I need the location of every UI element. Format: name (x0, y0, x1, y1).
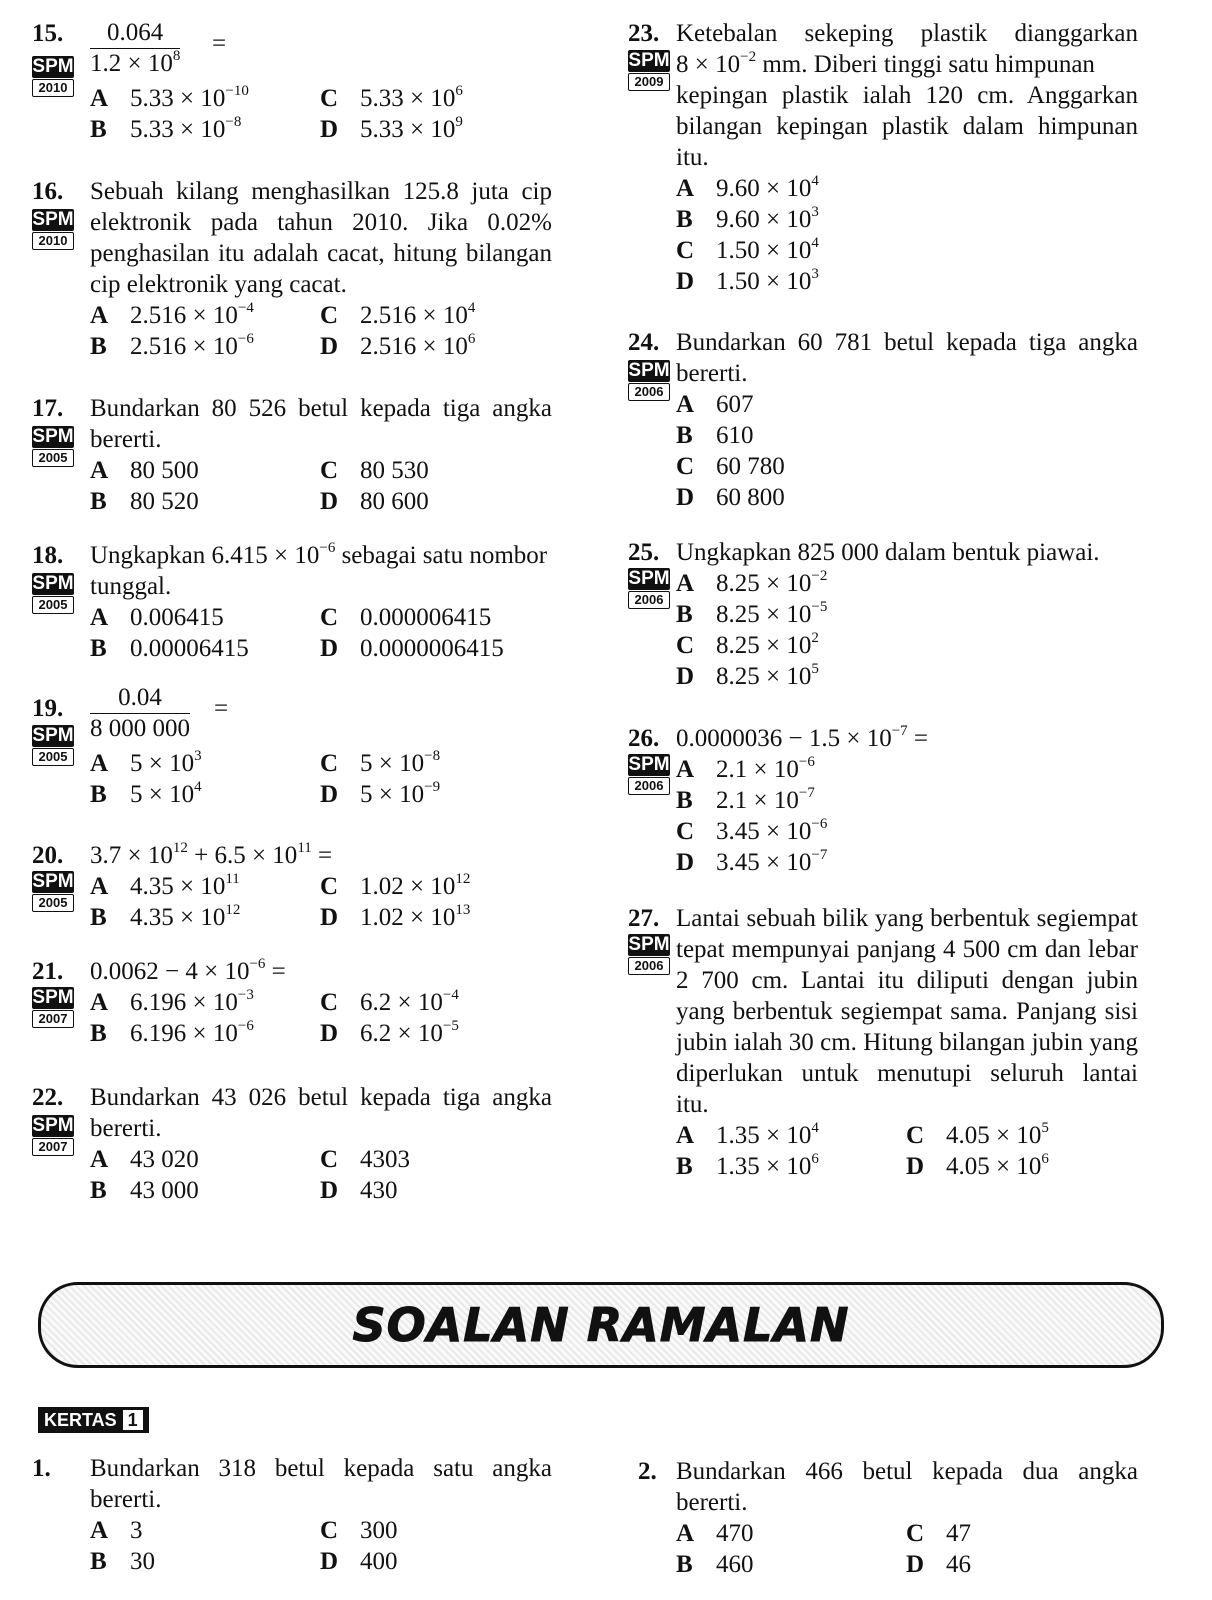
fraction: $\frac{0.064}{1.2 \times 10^8}$ (90, 19, 181, 77)
question-text: Bundarkan 466 betul kepada dua angka (676, 1458, 1138, 1485)
option-c[interactable]: C $8.25 \times 10^2$ (676, 629, 819, 659)
question-number: 19. (32, 695, 64, 722)
option-a[interactable]: A 0.006415 (90, 604, 224, 631)
option-b[interactable]: B 30 (90, 1548, 155, 1575)
option-d[interactable]: D $1.50 \times 10^3$ (676, 265, 819, 295)
question-22: 22. SPM 2007 Bundarkan 43 026 betul kepada tiga angka bererti. A 43 020 B 43 000 C 4303 D 430 (32, 1084, 552, 1204)
option-a[interactable]: A $4.35 \times 10^{11}$ (90, 870, 240, 900)
question-text: Sebuah kilang menghasilkan 125.8 juta cip (90, 178, 552, 205)
section-banner (38, 1282, 1164, 1368)
option-b[interactable]: B 460 (676, 1551, 754, 1578)
option-d[interactable]: D $5 \times 10^{-9}$ (320, 778, 441, 808)
spm-badge: SPM 2005 (32, 871, 74, 910)
practice-question-2: 2. Bundarkan 466 betul kepada dua angka bererti. A 470 B 460 C 47 D 46 (638, 1458, 1138, 1578)
spm-badge: SPM 2005 (32, 725, 74, 764)
spm-badge: SPM 2006 (628, 934, 670, 973)
question-number: 25. (628, 539, 660, 566)
option-c[interactable]: C $1.02 \times 10^{12}$ (320, 870, 471, 900)
option-b[interactable]: B $8.25 \times 10^{-5}$ (676, 598, 828, 628)
question-23: 23. SPM 2009 Ketebalan sekeping plastik dianggarkan $8 \times 10^{-2}$ mm. Diberi tinggi satu himpunan kepingan plastik ialah 120 cm. Anggarkan bilangan kepingan plastik dalam himpunan itu. A $9.60 \times 10^4$ B $9.60 \times 10^3$ C $1.50 \times 10^4$ D $1.50 \times 10^3$ (628, 20, 1138, 295)
option-c[interactable]: C 60 780 (676, 453, 785, 480)
option-a[interactable]: A 43 020 (90, 1146, 199, 1173)
option-a[interactable]: A 80 500 (90, 457, 199, 484)
option-a[interactable]: A $5.33 \times 10^{-10}$ (90, 82, 249, 112)
option-d[interactable]: D 0.0000006415 (320, 635, 504, 662)
option-c[interactable]: C 47 (906, 1520, 971, 1547)
question-15: 15. SPM 2010 $\frac{0.064}{1.2 \times 10^8}$ = A $5.33 \times 10^{-10}$ B $5.33 \times 10^{-8}$ C $5.33 \times 10^6$ D $5.33 \times 10^9$ (32, 19, 463, 143)
option-a[interactable]: A $6.196 \times 10^{-3}$ (90, 986, 254, 1016)
spm-badge: SPM 2009 (628, 50, 670, 89)
spm-badge: SPM 2010 (32, 56, 74, 95)
question-text: Bundarkan 43 026 betul kepada tiga angka (90, 1084, 552, 1111)
question-number: 27. (628, 905, 660, 932)
option-c[interactable]: C $2.516 \times 10^4$ (320, 299, 476, 329)
option-c[interactable]: C 0.000006415 (320, 604, 492, 631)
question-text: $3.7 \times 10^{12} + 6.5 \times 10^{11}$ = (90, 839, 333, 869)
option-b[interactable]: B 0.00006415 (90, 635, 249, 662)
option-b[interactable]: B 80 520 (90, 488, 199, 515)
option-b[interactable]: B $1.35 \times 10^6$ (676, 1150, 819, 1180)
question-26 (628, 723, 1168, 883)
question-number: 17. (32, 395, 64, 422)
question-text: $0.0000036 - 1.5 \times 10^{-7}$ = (676, 722, 929, 752)
option-c[interactable]: C $4.05 \times 10^5$ (906, 1119, 1049, 1149)
question-18: 18. SPM 2005 Ungkapkan $6.415 \times 10^{-6}$ sebagai satu nombor tunggal. A 0.006415 B 0.00006415 C 0.000006415 D 0.0000006415 (32, 539, 548, 662)
banner-title: SOALAN RAMALAN (352, 1298, 850, 1352)
practice-question-1: 1. Bundarkan 318 betul kepada satu angka bererti. A 3 B 30 C 300 D 400 (32, 1455, 552, 1575)
question-25 (628, 537, 1168, 697)
option-c[interactable]: C 80 530 (320, 457, 429, 484)
option-d[interactable]: D 60 800 (676, 484, 785, 511)
option-d[interactable]: D 430 (320, 1177, 398, 1204)
question-text: Bundarkan 318 betul kepada satu angka (90, 1455, 552, 1482)
question-number: 21. (32, 958, 64, 985)
option-d[interactable]: D $3.45 \times 10^{-7}$ (676, 846, 828, 876)
option-b[interactable]: B 610 (676, 422, 754, 449)
spm-badge: SPM 2005 (32, 573, 74, 612)
spm-badge: SPM 2006 (628, 568, 670, 607)
option-a[interactable]: A $2.516 \times 10^{-4}$ (90, 299, 254, 329)
option-a[interactable]: A 607 (676, 391, 754, 418)
question-text: Bundarkan 80 526 betul kepada tiga angka (90, 395, 552, 422)
option-d[interactable]: D 80 600 (320, 488, 429, 515)
option-b[interactable]: B $9.60 \times 10^3$ (676, 203, 819, 233)
option-c[interactable]: C $5.33 \times 10^6$ (320, 82, 463, 112)
question-number: 23. (628, 20, 660, 47)
question-text: Ungkapkan $6.415 \times 10^{-6}$ sebagai satu nombor (90, 539, 548, 569)
question-text: Lantai sebuah bilik yang berbentuk segiempat (676, 905, 1138, 932)
question-16: 16. SPM 2010 Sebuah kilang menghasilkan 125.8 juta cip elektronik pada tahun 2010. Jika 0.02% penghasilan itu adalah cacat, hitung bilangan cip elektronik yang cacat. A $2.516 \times 10^{-4}$ B $2.516 \times 10^{-6}$ C $2.516 \times 10^4$ D $2.516 \times 10^6$ (32, 178, 552, 360)
option-c[interactable]: C 4303 (320, 1146, 410, 1173)
option-b[interactable]: B $2.516 \times 10^{-6}$ (90, 330, 254, 360)
question-text: Bundarkan 60 781 betul kepada tiga angka (676, 329, 1138, 356)
question-text: Ketebalan sekeping plastik dianggarkan (676, 20, 1138, 47)
option-c[interactable]: C $5 \times 10^{-8}$ (320, 747, 441, 777)
spm-badge: SPM 2006 (628, 360, 670, 399)
option-d[interactable]: D $4.05 \times 10^6$ (906, 1150, 1049, 1180)
question-19: 19. SPM 2005 $\frac{0.04}{8 000 000}$ = A $5 \times 10^3$ B $5 \times 10^4$ C $5 \times 10^{-8}$ D $5 \times 10^{-9}$ (32, 684, 441, 808)
question-number: 16. (32, 178, 64, 205)
option-a[interactable]: A $1.35 \times 10^4$ (676, 1119, 819, 1149)
question-24: 24. SPM 2006 Bundarkan 60 781 betul kepada tiga angka bererti. A 607 B 610 C 60 780 D 60 800 (628, 329, 1138, 511)
option-c[interactable]: C $6.2 \times 10^{-4}$ (320, 986, 459, 1016)
question-text: $0.0062 - 4 \times 10^{-6}$ = (90, 955, 286, 985)
spm-badge: SPM 2005 (32, 426, 74, 465)
option-d[interactable]: D 46 (906, 1551, 971, 1578)
option-c[interactable]: C 300 (320, 1517, 398, 1544)
question-number: 15. (32, 20, 64, 47)
question-20 (32, 840, 562, 940)
option-b[interactable]: B 43 000 (90, 1177, 199, 1204)
question-number: 2. (638, 1458, 657, 1485)
kertas-label: KERTAS 1 (38, 1407, 149, 1433)
option-a[interactable]: A 3 (90, 1517, 143, 1544)
option-d[interactable]: D $1.02 \times 10^{13}$ (320, 901, 471, 931)
option-b[interactable]: B $5.33 \times 10^{-8}$ (90, 113, 242, 143)
question-number: 20. (32, 842, 64, 869)
option-b[interactable]: B $4.35 \times 10^{12}$ (90, 901, 241, 931)
option-a[interactable]: A $5 \times 10^3$ (90, 747, 202, 777)
question-number: 1. (32, 1455, 51, 1482)
option-a[interactable]: A $8.25 \times 10^{-2}$ (676, 567, 828, 597)
question-number: 26. (628, 725, 660, 752)
option-a[interactable]: A 470 (676, 1520, 754, 1547)
question-text: Ungkapkan 825 000 dalam bentuk piawai. (676, 539, 1100, 566)
option-d[interactable]: D 400 (320, 1548, 398, 1575)
option-a[interactable]: A $9.60 \times 10^4$ (676, 172, 819, 202)
spm-badge: SPM 2007 (32, 987, 74, 1026)
question-21 (32, 956, 562, 1056)
option-c[interactable]: C $3.45 \times 10^{-6}$ (676, 815, 828, 845)
question-number: 18. (32, 542, 64, 569)
option-b[interactable]: B $6.196 \times 10^{-6}$ (90, 1017, 254, 1047)
spm-badge: SPM 2006 (628, 754, 670, 793)
question-27: 27. SPM 2006 Lantai sebuah bilik yang berbentuk segiempat tepat mempunyai panjang 4 500 cm dan lebar 2 700 cm. Lantai itu diliputi dengan jubin yang berbentuk segiempat sama. Panjang sisi jubin ialah 30 cm. Hitung bilangan jubin yang diperlukan untuk menutupi seluruh lantai itu. A $1.35 \times 10^4$ B $1.35 \times 10^6$ C $4.05 \times 10^5$ D $4.05 \times 10^6$ (628, 905, 1138, 1180)
option-d[interactable]: D $5.33 \times 10^9$ (320, 113, 463, 143)
question-number: 22. (32, 1084, 64, 1111)
option-b[interactable]: B $2.1 \times 10^{-7}$ (676, 784, 815, 814)
spm-badge: SPM 2007 (32, 1115, 74, 1154)
option-b[interactable]: B $5 \times 10^4$ (90, 778, 202, 808)
option-c[interactable]: C $1.50 \times 10^4$ (676, 234, 819, 264)
spm-badge: SPM 2010 (32, 209, 74, 248)
option-d[interactable]: D $2.516 \times 10^6$ (320, 330, 476, 360)
option-d[interactable]: D $6.2 \times 10^{-5}$ (320, 1017, 459, 1047)
option-d[interactable]: D $8.25 \times 10^5$ (676, 660, 819, 690)
question-number: 24. (628, 329, 660, 356)
option-a[interactable]: A $2.1 \times 10^{-6}$ (676, 753, 815, 783)
fraction: $\frac{0.04}{8 000 000}$ (90, 684, 190, 742)
question-17: 17. SPM 2005 Bundarkan 80 526 betul kepada tiga angka bererti. A 80 500 B 80 520 C 80 530 D 80 600 (32, 395, 552, 515)
